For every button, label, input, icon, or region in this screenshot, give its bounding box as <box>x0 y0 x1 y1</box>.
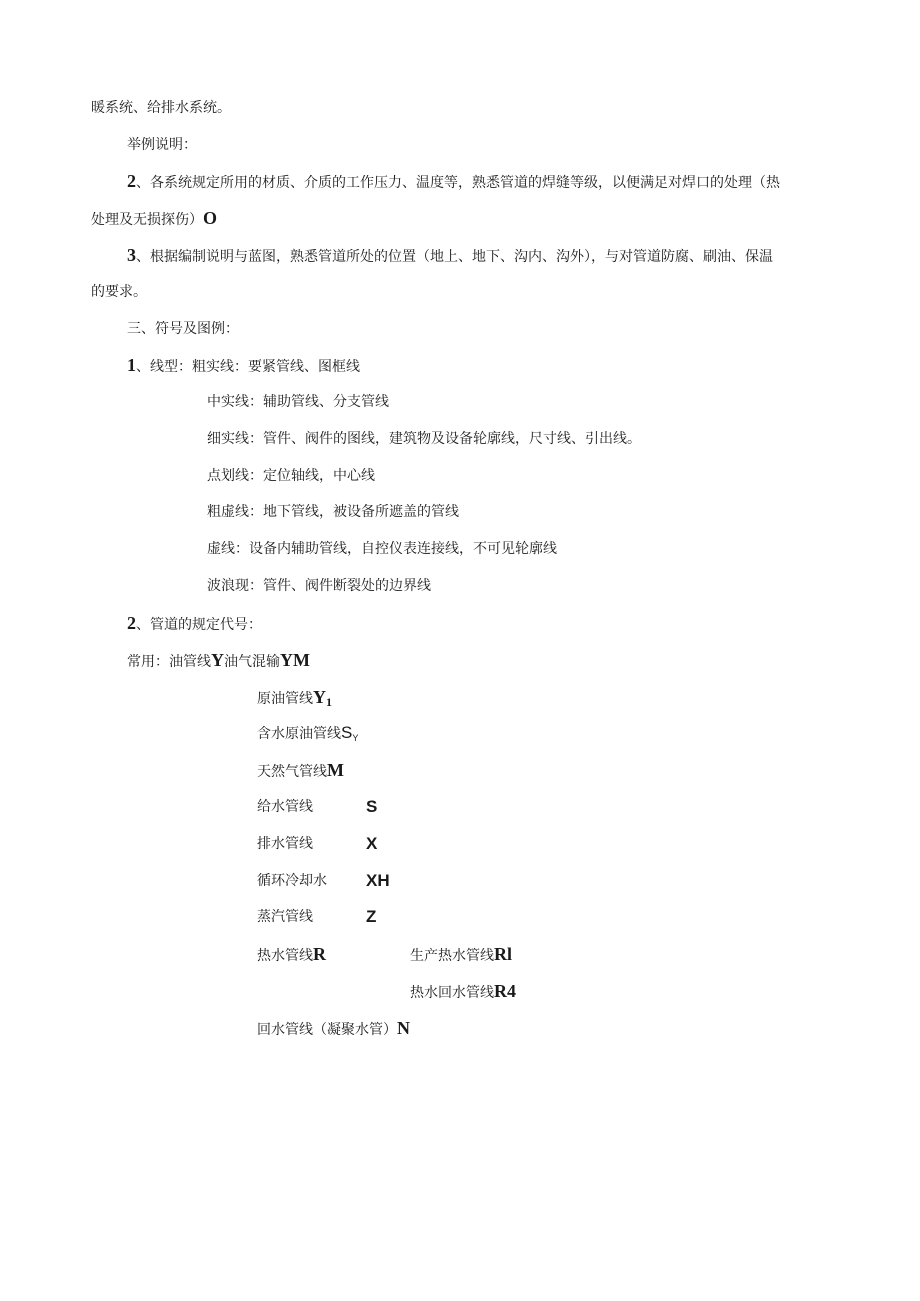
code-value: R <box>313 944 326 964</box>
code-value: X <box>366 834 378 853</box>
pipecode-row <box>257 687 332 712</box>
pipecode-row <box>410 944 512 966</box>
pipecode-row-code <box>366 834 377 855</box>
pipecode-common-row <box>127 650 310 672</box>
item-3-line-1 <box>127 245 773 267</box>
item-end-symbol: O <box>203 208 218 228</box>
paragraph-heating-systems <box>91 98 231 118</box>
pipecode-row-code <box>366 871 390 892</box>
pipecode-row <box>257 944 326 966</box>
pipecode-heading-text: 、管道的规定代号： <box>136 617 262 633</box>
linetype-item <box>207 429 641 449</box>
code-label: 天然气管线 <box>257 764 327 780</box>
item-number: 1 <box>127 355 136 375</box>
paragraph-text: 暖系统、给排水系统。 <box>91 100 231 116</box>
code-label: 循环冷却水 <box>257 873 327 889</box>
item-2-line-2 <box>91 208 217 230</box>
pipecode-row <box>410 981 516 1003</box>
code-label: 热水回水管线 <box>410 985 494 1001</box>
code-value: S <box>366 797 378 816</box>
code-value: YM <box>280 650 310 670</box>
code-label: 给水管线 <box>257 799 313 815</box>
section-text: 三、符号及图例： <box>127 321 239 337</box>
pipecode-row <box>257 1018 410 1040</box>
code-value: Z <box>366 907 377 926</box>
code-label: 排水管线 <box>257 836 313 852</box>
code-value: Y <box>313 687 326 707</box>
linetype-text: 粗虚线：地下管线，被设备所遮盖的管线 <box>207 504 459 520</box>
code-subscript: Y <box>352 733 359 743</box>
item-text: 、各系统规定所用的材质、介质的工作压力、温度等，熟悉管道的焊缝等级，以便满足对焊口的处理（热 <box>136 175 780 191</box>
linetype-item <box>207 502 459 522</box>
item-text: 的要求。 <box>91 284 147 300</box>
linetype-item <box>207 576 431 596</box>
code-label: 原油管线 <box>257 691 313 707</box>
linetype-text: 中实线：辅助管线、分支管线 <box>207 394 389 410</box>
pipecode-row-code <box>366 907 376 928</box>
linetype-text: 波浪现：管件、阀件断裂处的边界线 <box>207 578 431 594</box>
linetype-text: 虚线：设备内辅助管线，自控仪表连接线，不可见轮廓线 <box>207 541 557 557</box>
item-number: 2 <box>127 171 136 191</box>
code-value: M <box>327 760 344 780</box>
example-label <box>127 135 197 155</box>
item-3-line-2 <box>91 282 147 302</box>
linetype-item <box>207 539 557 559</box>
code-label: 含水原油管线 <box>257 726 341 742</box>
code-value: N <box>397 1018 410 1038</box>
pipecode-row <box>257 723 358 748</box>
code-subscript: 1 <box>326 695 332 709</box>
code-label: 生产热水管线 <box>410 948 494 964</box>
pipecode-row <box>257 797 313 817</box>
code-label: 蒸汽管线 <box>257 909 313 925</box>
example-text: 举例说明： <box>127 137 197 153</box>
linetype-text: 细实线：管件、阀件的图线，建筑物及设备轮廓线，尺寸线、引出线。 <box>207 431 641 447</box>
code-label: 常用：油管线 <box>127 654 211 670</box>
code-value: S <box>341 723 353 742</box>
code-value: XH <box>366 871 390 890</box>
linetype-item <box>207 466 375 486</box>
code-label: 油气混输 <box>224 654 280 670</box>
item-number: 3 <box>127 245 136 265</box>
linetype-heading <box>127 355 360 377</box>
linetype-text: 点划线：定位轴线，中心线 <box>207 468 375 484</box>
code-value: Y <box>211 650 224 670</box>
pipecode-row <box>257 907 313 927</box>
pipecode-row <box>257 834 313 854</box>
linetype-first-item: 、线型：粗实线：要紧管线、图框线 <box>136 359 360 375</box>
pipecode-row <box>257 760 344 782</box>
section-title-symbols <box>127 319 239 339</box>
item-number: 2 <box>127 613 136 633</box>
linetype-item <box>207 392 389 412</box>
code-value: Rl <box>494 944 512 964</box>
item-2-line-1 <box>127 171 780 193</box>
pipecode-heading <box>127 613 262 635</box>
code-value: R4 <box>494 981 516 1001</box>
pipecode-row-code <box>366 797 377 818</box>
item-text: 处理及无损探伤） <box>91 212 203 228</box>
code-label: 热水管线 <box>257 948 313 964</box>
item-text: 、根据编制说明与蓝图，熟悉管道所处的位置（地上、地下、沟内、沟外），与对管道防腐、刷油、保温 <box>136 249 773 265</box>
pipecode-row <box>257 871 327 891</box>
code-label: 回水管线（凝聚水管） <box>257 1022 397 1038</box>
